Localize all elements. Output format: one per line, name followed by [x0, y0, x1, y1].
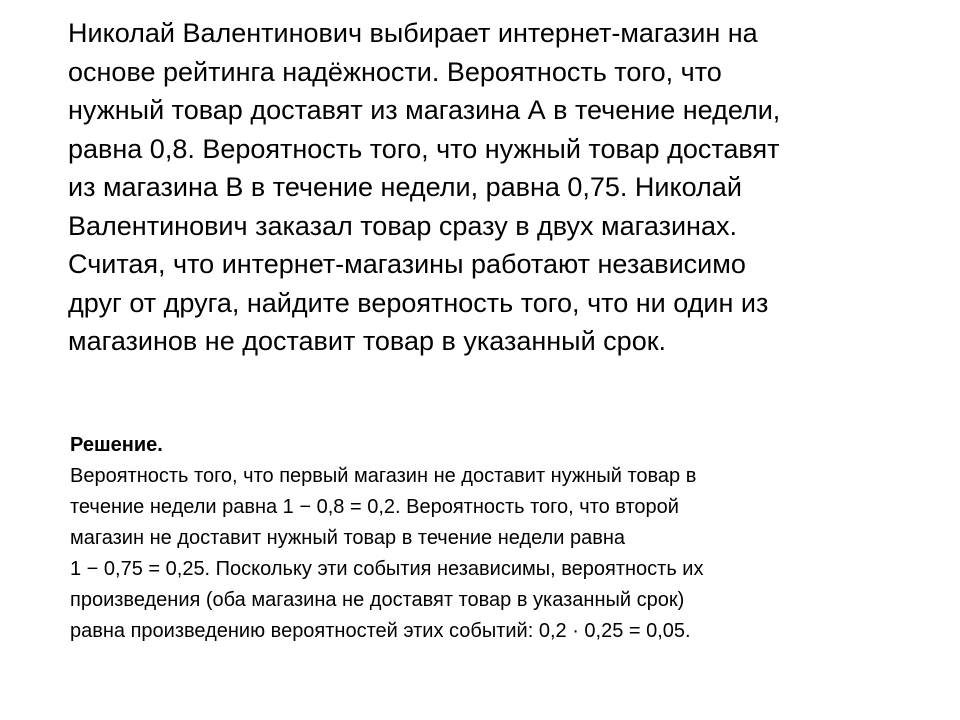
solution-line: равна произведению вероятностей этих событий: 0,2 · 0,25 = 0,05. [70, 620, 691, 642]
solution-line: Вероятность того, что первый магазин не доставит нужный товар в [70, 465, 697, 487]
problem-line: основе рейтинга надёжности. Вероятность того, что [68, 56, 722, 87]
problem-statement [68, 14, 928, 361]
solution-line: 1 − 0,75 = 0,25. Поскольку эти события независимы, вероятность их [70, 558, 704, 580]
solution-line: произведения (оба магазина не доставят товар в указанный срок) [70, 589, 685, 611]
solution-line: течение недели равна 1 − 0,8 = 0,2. Вероятность того, что второй [70, 496, 679, 518]
solution-line: магазин не доставит нужный товар в течение недели равна [70, 527, 626, 549]
problem-line: Николай Валентинович выбирает интернет-магазин на [68, 18, 758, 48]
problem-line: друг от друга, найдите вероятность того, что ни один из [68, 287, 769, 318]
problem-line: Считая, что интернет-магазины работают независимо [68, 249, 746, 279]
solution-heading: Решение. [70, 434, 163, 456]
problem-line: равна 0,8. Вероятность того, что нужный товар доставят [68, 133, 780, 164]
problem-line: из магазина В в течение недели, равна 0,75. Николай [68, 172, 742, 202]
solution-block [70, 430, 930, 647]
problem-line: магазинов не доставит товар в указанный срок. [68, 326, 667, 356]
problem-line: Валентинович заказал товар сразу в двух магазинах. [68, 210, 737, 241]
problem-line: нужный товар доставят из магазина А в течение недели, [68, 95, 781, 125]
